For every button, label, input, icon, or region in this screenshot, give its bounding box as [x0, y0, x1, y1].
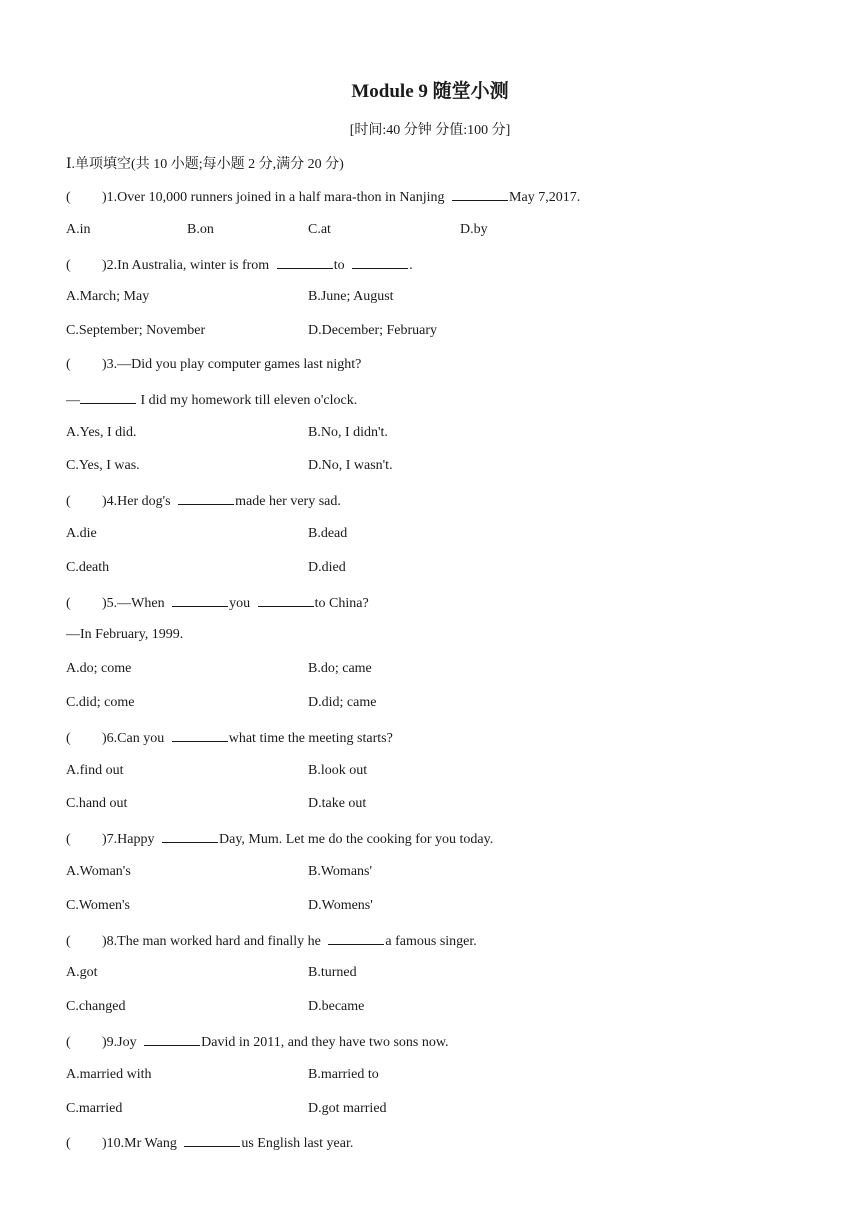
- question-text: to: [333, 258, 349, 273]
- question-9-option-c: C.married: [66, 1101, 123, 1116]
- answer-blank[interactable]: [178, 490, 234, 505]
- question-9-option-d: D.got married: [308, 1101, 387, 1116]
- answer-blank[interactable]: [144, 1031, 200, 1046]
- question-9-line: [66, 1031, 449, 1051]
- answer-blank[interactable]: [184, 1132, 240, 1147]
- answer-paren-open: (: [66, 357, 71, 372]
- answer-blank[interactable]: [172, 592, 228, 607]
- question-text: I did my homework till eleven o'clock.: [137, 393, 358, 408]
- answer-blank[interactable]: [172, 727, 228, 742]
- answer-blank[interactable]: [162, 828, 218, 843]
- question-7-line: [66, 828, 493, 848]
- answer-blank[interactable]: [258, 592, 314, 607]
- question-3-option-a: A.Yes, I did.: [66, 425, 137, 440]
- question-6-option-d: D.take out: [308, 796, 367, 811]
- answer-blank[interactable]: [277, 254, 333, 269]
- question-text: made her very sad.: [235, 494, 341, 509]
- question-2-option-c: C.September; November: [66, 323, 206, 338]
- question-6-option-b: B.look out: [308, 763, 368, 778]
- answer-paren-close: ): [102, 494, 107, 509]
- answer-paren-close: ): [102, 190, 107, 205]
- question-1-line: [66, 186, 580, 206]
- question-1-option-d: D.by: [460, 222, 488, 237]
- time-score-info: [时间:40 分钟 分值:100 分]: [349, 123, 511, 138]
- question-2-option-d: D.December; February: [308, 323, 438, 338]
- section-heading: Ⅰ.单项填空(共 10 小题;每小题 2 分,满分 20 分): [66, 157, 344, 172]
- question-text: 2.In Australia, winter is from: [106, 258, 273, 273]
- question-8-line: [66, 930, 477, 950]
- question-text: .: [409, 258, 413, 273]
- answer-paren-close: ): [102, 832, 107, 847]
- question-9-option-a: A.married with: [66, 1067, 152, 1082]
- answer-blank[interactable]: [80, 389, 136, 404]
- question-8-option-c: C.changed: [66, 999, 126, 1014]
- question-text: you: [229, 596, 254, 611]
- question-3-option-c: C.Yes, I was.: [66, 458, 140, 473]
- answer-paren-close: ): [102, 1035, 107, 1050]
- answer-paren-open: (: [66, 494, 71, 509]
- question-9-option-b: B.married to: [308, 1067, 379, 1082]
- question-7-option-b: B.Womans': [308, 864, 373, 879]
- question-text: 1.Over 10,000 runners joined in a half mara-thon in Nanjing: [106, 190, 449, 205]
- question-1-option-b: B.on: [187, 222, 214, 237]
- question-5-line: [66, 592, 369, 612]
- question-2-option-a: A.March; May: [66, 289, 150, 304]
- question-text: 4.Her dog's: [106, 494, 175, 509]
- question-text: 9.Joy: [106, 1035, 141, 1050]
- answer-paren-open: (: [66, 596, 71, 611]
- page-title: Module 9 随堂小测: [351, 81, 509, 102]
- question-5-option-a: A.do; come: [66, 661, 132, 676]
- answer-paren-open: (: [66, 258, 71, 273]
- question-4-option-a: A.die: [66, 526, 97, 541]
- answer-blank[interactable]: [452, 186, 508, 201]
- answer-paren-close: ): [102, 357, 107, 372]
- question-8-option-d: D.became: [308, 999, 365, 1014]
- question-6-option-a: A.find out: [66, 763, 124, 778]
- question-text: Day, Mum. Let me do the cooking for you today.: [219, 832, 494, 847]
- answer-paren-close: ): [102, 258, 107, 273]
- answer-paren-close: ): [102, 731, 107, 746]
- question-text: to China?: [314, 596, 369, 611]
- question-6-option-c: C.hand out: [66, 796, 128, 811]
- question-7-option-d: D.Womens': [308, 898, 373, 913]
- question-text: 5.—When: [106, 596, 169, 611]
- answer-paren-open: (: [66, 1035, 71, 1050]
- question-4-option-d: D.died: [308, 560, 346, 575]
- question-8-option-b: B.turned: [308, 965, 357, 980]
- question-5-option-b: B.do; came: [308, 661, 372, 676]
- question-text: what time the meeting starts?: [228, 731, 393, 746]
- answer-paren-close: ): [102, 596, 107, 611]
- question-2-option-b: B.June; August: [308, 289, 394, 304]
- question-text: 8.The man worked hard and finally he: [106, 934, 325, 949]
- question-text: us English last year.: [241, 1136, 354, 1151]
- question-5-line: [66, 625, 183, 645]
- question-1-option-c: C.at: [308, 222, 331, 237]
- question-text: 6.Can you: [106, 731, 168, 746]
- question-6-line: [66, 727, 393, 747]
- question-text: —: [66, 393, 80, 408]
- question-3-option-d: D.No, I wasn't.: [308, 458, 393, 473]
- question-4-line: [66, 490, 341, 510]
- question-10-line: [66, 1132, 353, 1152]
- question-text: a famous singer.: [385, 934, 477, 949]
- answer-paren-open: (: [66, 934, 71, 949]
- question-text: David in 2011, and they have two sons now.: [201, 1035, 449, 1050]
- question-text: —In February, 1999.: [66, 627, 184, 642]
- question-3-option-b: B.No, I didn't.: [308, 425, 388, 440]
- answer-paren-close: ): [102, 1136, 107, 1151]
- question-8-option-a: A.got: [66, 965, 98, 980]
- answer-paren-close: ): [102, 934, 107, 949]
- question-text: May 7,2017.: [509, 190, 581, 205]
- answer-blank[interactable]: [352, 254, 408, 269]
- answer-paren-open: (: [66, 1136, 71, 1151]
- answer-paren-open: (: [66, 832, 71, 847]
- answer-paren-open: (: [66, 731, 71, 746]
- question-5-option-c: C.did; come: [66, 695, 135, 710]
- answer-paren-open: (: [66, 190, 71, 205]
- question-1-option-a: A.in: [66, 222, 91, 237]
- question-7-option-a: A.Woman's: [66, 864, 131, 879]
- question-4-option-b: B.dead: [308, 526, 348, 541]
- question-7-option-c: C.Women's: [66, 898, 131, 913]
- question-3-line: [66, 355, 361, 375]
- question-2-line: [66, 254, 413, 274]
- question-4-option-c: C.death: [66, 560, 110, 575]
- question-3-line: [66, 389, 357, 409]
- question-text: 7.Happy: [106, 832, 158, 847]
- question-text: 10.Mr Wang: [106, 1136, 181, 1151]
- question-5-option-d: D.did; came: [308, 695, 377, 710]
- answer-blank[interactable]: [328, 930, 384, 945]
- question-text: 3.—Did you play computer games last night?: [106, 357, 362, 372]
